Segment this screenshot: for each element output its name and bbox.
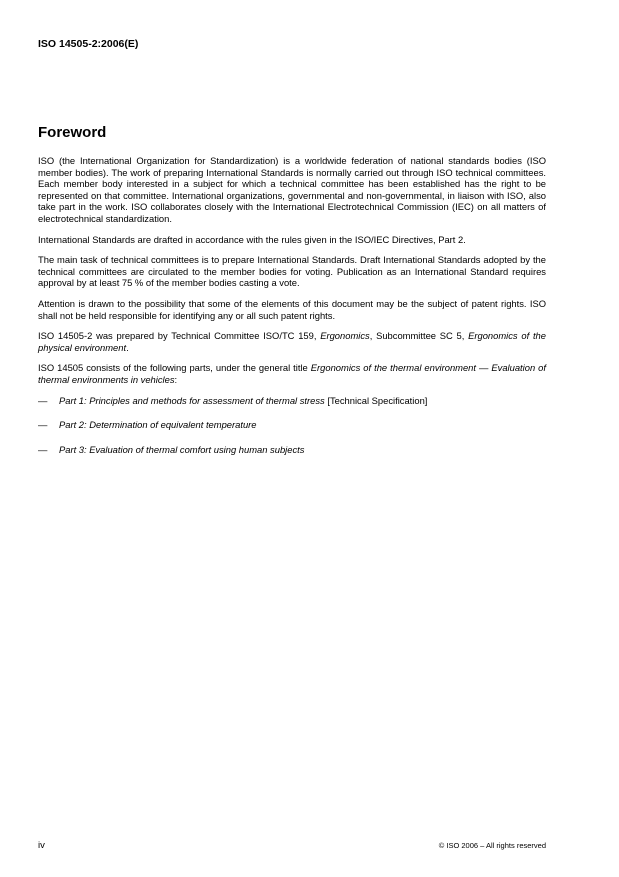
page-title: Foreword — [38, 124, 107, 141]
committee-name: Ergonomics — [320, 330, 370, 342]
list-item — [38, 419, 546, 431]
document-id: ISO 14505-2:2006(E) — [38, 38, 139, 50]
paragraph-patent-rights: Attention is drawn to the possibility that some of the elements of this document may be the subject of patent rights. ISO shall not be held responsible for identifying any or all such patent rights. — [38, 297, 546, 321]
part-title: Part 2: Determination of equivalent temperature — [59, 419, 257, 431]
list-item — [38, 395, 546, 407]
part-title: Part 3: Evaluation of thermal comfort using human subjects — [59, 443, 305, 455]
part-title: Part 1: Principles and methods for assessment of thermal stress — [59, 394, 325, 406]
paragraph-technical-committees: The main task of technical committees is to prepare International Standards. Draft International Standards adopted by the technical committees are circulated to the member bodies for voting. Publication as an International Standard requires approval by at least 75 % of the member bodies casting a vote. — [38, 254, 546, 289]
parts-intro-colon: : — [174, 373, 178, 385]
dash-bullet: — — [38, 394, 48, 406]
list-item — [38, 444, 546, 456]
subcommittee-text: , Subcommittee SC 5, — [369, 330, 469, 342]
paragraph-parts-intro — [38, 362, 546, 385]
parts-list — [38, 395, 546, 456]
general-title: Ergonomics of the thermal environment — Evaluation of thermal environments in vehicles — [38, 362, 546, 385]
dash-bullet: — — [38, 443, 48, 455]
prepared-by-period: . — [126, 341, 129, 353]
foreword-body — [38, 155, 546, 468]
subcommittee-name: Ergonomics of the physical environment — [38, 330, 546, 353]
paragraph-iso-description: ISO (the International Organization for Standardization) is a worldwide federation of national standards bodies (ISO member bodies). The work of preparing International Standards is normally carried out through ISO technical committees. Each member body interested in a subject for which a technical committee has been established has the right to be represented on that committee. International organizations, governmental and non-governmental, in liaison with ISO, also take part in the work. ISO collaborates closely with the International Electrotechnical Commission (IEC) on all matters of electrotechnical standardization. — [38, 155, 546, 224]
dash-bullet: — — [38, 419, 48, 431]
part-suffix: [Technical Specification] — [324, 394, 428, 406]
copyright-notice: © ISO 2006 – All rights reserved — [438, 841, 546, 850]
prepared-by-text: ISO 14505-2 was prepared by Technical Committee ISO/TC 159, — [38, 330, 321, 342]
paragraph-directives: International Standards are drafted in accordance with the rules given in the ISO/IEC Directives, Part 2. — [38, 233, 466, 245]
parts-intro-text: ISO 14505 consists of the following parts, under the general title — [38, 362, 311, 374]
paragraph-prepared-by — [38, 330, 546, 353]
page-number: iv — [38, 840, 45, 851]
